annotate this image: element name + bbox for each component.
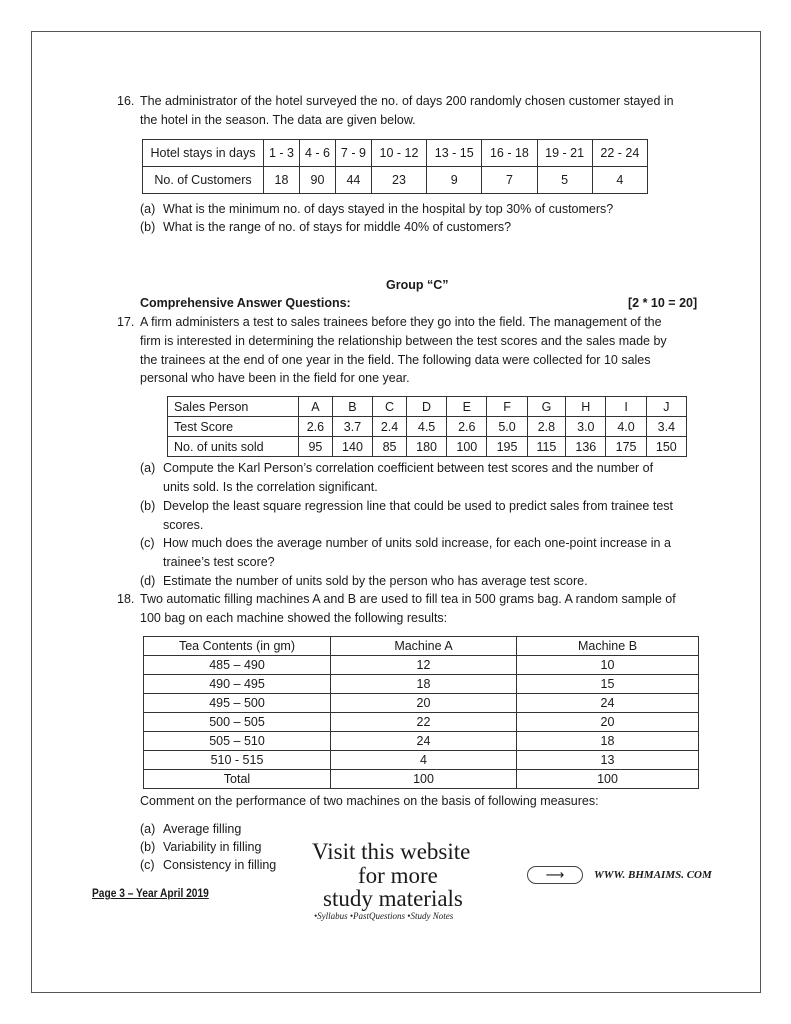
q17-text-line: the trainees at the end of one year in the field. The following data were collected for 10 sales bbox=[140, 353, 651, 367]
q18-part-b-label: (b) bbox=[140, 840, 156, 854]
promo-subtitle: •Syllabus •PastQuestions •Study Notes bbox=[314, 911, 454, 921]
q18-part-a-label: (a) bbox=[140, 822, 156, 836]
q16-category: 13 - 15 bbox=[427, 140, 482, 167]
q17-part-c-label: (c) bbox=[140, 536, 155, 550]
q16-row-header-2: No. of Customers bbox=[143, 167, 264, 194]
q16-row-header-1: Hotel stays in days bbox=[143, 140, 264, 167]
q17-person: A bbox=[299, 397, 333, 417]
q17-row-header-1: Sales Person bbox=[168, 397, 299, 417]
q18-part-c-label: (c) bbox=[140, 858, 155, 872]
q16-value: 9 bbox=[427, 167, 482, 194]
q18-part-b: Variability in filling bbox=[163, 840, 262, 854]
q17-person: D bbox=[406, 397, 446, 417]
q18-cell: 505 – 510 bbox=[144, 732, 331, 751]
section-label: Comprehensive Answer Questions: bbox=[140, 296, 351, 310]
q17-text-line: personal who have been in the field for one year. bbox=[140, 371, 410, 385]
q16-category: 16 - 18 bbox=[482, 140, 537, 167]
section-marks: [2 * 10 = 20] bbox=[628, 296, 698, 310]
q18-cell: 24 bbox=[331, 732, 517, 751]
q18-cell: 490 – 495 bbox=[144, 675, 331, 694]
q17-person: G bbox=[527, 397, 566, 417]
q17-units-sold: 180 bbox=[406, 437, 446, 457]
q17-units-sold: 115 bbox=[527, 437, 566, 457]
q16-category: 7 - 9 bbox=[335, 140, 371, 167]
q17-part-b-label: (b) bbox=[140, 499, 156, 513]
arrow-right-icon: ⟶ bbox=[527, 866, 583, 884]
q16-value: 23 bbox=[371, 167, 426, 194]
q17-units-sold: 150 bbox=[646, 437, 686, 457]
q18-cell: 500 – 505 bbox=[144, 713, 331, 732]
q18-col-header: Machine A bbox=[331, 637, 517, 656]
table-row bbox=[144, 694, 699, 713]
q17-person: H bbox=[566, 397, 606, 417]
q16-category: 1 - 3 bbox=[264, 140, 300, 167]
q17-part-a-line1: Compute the Karl Person’s correlation coefficient between test scores and the number of bbox=[163, 461, 654, 475]
q18-cell: 4 bbox=[331, 751, 517, 770]
q18-col-header: Machine B bbox=[517, 637, 699, 656]
q16-number: 16. bbox=[117, 94, 135, 108]
q18-cell: 20 bbox=[331, 694, 517, 713]
table-row bbox=[144, 713, 699, 732]
q17-test-score: 2.8 bbox=[527, 417, 566, 437]
q16-value: 18 bbox=[264, 167, 300, 194]
q16-text-line2: the hotel in the season. The data are given below. bbox=[140, 113, 416, 127]
q17-test-score: 3.7 bbox=[332, 417, 372, 437]
q17-number: 17. bbox=[117, 315, 135, 329]
q18-cell: 13 bbox=[517, 751, 699, 770]
q17-test-score: 2.4 bbox=[373, 417, 407, 437]
q16-text-line1: The administrator of the hotel surveyed the no. of days 200 randomly chosen customer stayed in bbox=[140, 94, 674, 108]
q18-cell: 22 bbox=[331, 713, 517, 732]
q17-person: E bbox=[447, 397, 487, 417]
q17-table bbox=[167, 396, 687, 457]
q18-cell: 485 – 490 bbox=[144, 656, 331, 675]
q18-cell: 18 bbox=[331, 675, 517, 694]
q17-text-line: A firm administers a test to sales trainees before they go into the field. The management of the bbox=[140, 315, 662, 329]
table-row bbox=[144, 751, 699, 770]
q17-part-d: Estimate the number of units sold by the person who has average test score. bbox=[163, 574, 588, 588]
q18-col-header: Tea Contents (in gm) bbox=[144, 637, 331, 656]
q16-part-a-label: (a) bbox=[140, 202, 156, 216]
q16-category: 22 - 24 bbox=[592, 140, 647, 167]
q17-part-b-line2: scores. bbox=[163, 518, 204, 532]
q18-cell: 100 bbox=[517, 770, 699, 789]
q17-test-score: 2.6 bbox=[447, 417, 487, 437]
q18-text-line1: Two automatic filling machines A and B are used to fill tea in 500 grams bag. A random sample of bbox=[140, 592, 676, 606]
q17-part-c-line2: trainee’s test score? bbox=[163, 555, 275, 569]
q17-part-c-line1: How much does the average number of units sold increase, for each one-point increase in a bbox=[163, 536, 671, 550]
table-row bbox=[168, 397, 687, 417]
q18-cell: 10 bbox=[517, 656, 699, 675]
q18-comment: Comment on the performance of two machines on the basis of following measures: bbox=[140, 794, 599, 808]
q17-test-score: 4.0 bbox=[606, 417, 646, 437]
q17-test-score: 3.0 bbox=[566, 417, 606, 437]
table-row bbox=[168, 437, 687, 457]
q17-units-sold: 140 bbox=[332, 437, 372, 457]
q16-part-b: What is the range of no. of stays for middle 40% of customers? bbox=[163, 220, 512, 234]
q16-value: 90 bbox=[299, 167, 335, 194]
q17-person: C bbox=[373, 397, 407, 417]
q18-part-c: Consistency in filling bbox=[163, 858, 277, 872]
q16-category: 4 - 6 bbox=[299, 140, 335, 167]
q16-value: 44 bbox=[335, 167, 371, 194]
q17-units-sold: 136 bbox=[566, 437, 606, 457]
q18-cell: 495 – 500 bbox=[144, 694, 331, 713]
q18-text-line2: 100 bag on each machine showed the following results: bbox=[140, 611, 448, 625]
q17-test-score: 2.6 bbox=[299, 417, 333, 437]
q17-test-score: 3.4 bbox=[646, 417, 686, 437]
promo-line-2[interactable]: for more bbox=[358, 863, 438, 888]
q17-test-score: 4.5 bbox=[406, 417, 446, 437]
q17-person: F bbox=[487, 397, 527, 417]
q18-part-a: Average filling bbox=[163, 822, 242, 836]
table-row bbox=[144, 770, 699, 789]
website-link[interactable]: WWW. BHMAIMS. COM bbox=[594, 869, 712, 881]
q18-cell: 18 bbox=[517, 732, 699, 751]
q16-category: 10 - 12 bbox=[371, 140, 426, 167]
group-title: Group “C” bbox=[386, 278, 449, 292]
promo-line-3[interactable]: study materials bbox=[323, 886, 463, 911]
q18-cell: Total bbox=[144, 770, 331, 789]
q17-units-sold: 175 bbox=[606, 437, 646, 457]
q17-units-sold: 195 bbox=[487, 437, 527, 457]
q16-part-a: What is the minimum no. of days stayed in the hospital by top 30% of customers? bbox=[163, 202, 614, 216]
q17-test-score: 5.0 bbox=[487, 417, 527, 437]
q17-text-line: firm is interested in determining the relationship between the test scores and the sales made by bbox=[140, 334, 667, 348]
q18-cell: 15 bbox=[517, 675, 699, 694]
q16-part-b-label: (b) bbox=[140, 220, 156, 234]
q16-value: 5 bbox=[537, 167, 592, 194]
q17-part-d-label: (d) bbox=[140, 574, 156, 588]
q18-table bbox=[143, 636, 699, 789]
q18-cell: 510 - 515 bbox=[144, 751, 331, 770]
q17-row-header-2: Test Score bbox=[168, 417, 299, 437]
q17-part-a-line2: units sold. Is the correlation significant. bbox=[163, 480, 378, 494]
q18-cell: 24 bbox=[517, 694, 699, 713]
table-row bbox=[143, 167, 648, 194]
q17-row-header-3: No. of units sold bbox=[168, 437, 299, 457]
table-row bbox=[144, 675, 699, 694]
q17-units-sold: 100 bbox=[447, 437, 487, 457]
q17-person: I bbox=[606, 397, 646, 417]
page-label: Page 3 – Year April 2019 bbox=[92, 886, 209, 900]
q17-part-a-label: (a) bbox=[140, 461, 156, 475]
q18-cell: 12 bbox=[331, 656, 517, 675]
q18-cell: 20 bbox=[517, 713, 699, 732]
q17-part-b-line1: Develop the least square regression line that could be used to predict sales from trainee test bbox=[163, 499, 674, 513]
q16-value: 4 bbox=[592, 167, 647, 194]
table-row bbox=[144, 732, 699, 751]
q17-person: J bbox=[646, 397, 686, 417]
table-row bbox=[144, 656, 699, 675]
q18-number: 18. bbox=[117, 592, 135, 606]
promo-line-1[interactable]: Visit this website bbox=[312, 839, 471, 864]
table-row bbox=[143, 140, 648, 167]
q16-table bbox=[142, 139, 648, 194]
q16-value: 7 bbox=[482, 167, 537, 194]
q17-units-sold: 95 bbox=[299, 437, 333, 457]
q17-units-sold: 85 bbox=[373, 437, 407, 457]
table-row bbox=[144, 637, 699, 656]
table-row bbox=[168, 417, 687, 437]
q18-cell: 100 bbox=[331, 770, 517, 789]
q16-category: 19 - 21 bbox=[537, 140, 592, 167]
q17-person: B bbox=[332, 397, 372, 417]
